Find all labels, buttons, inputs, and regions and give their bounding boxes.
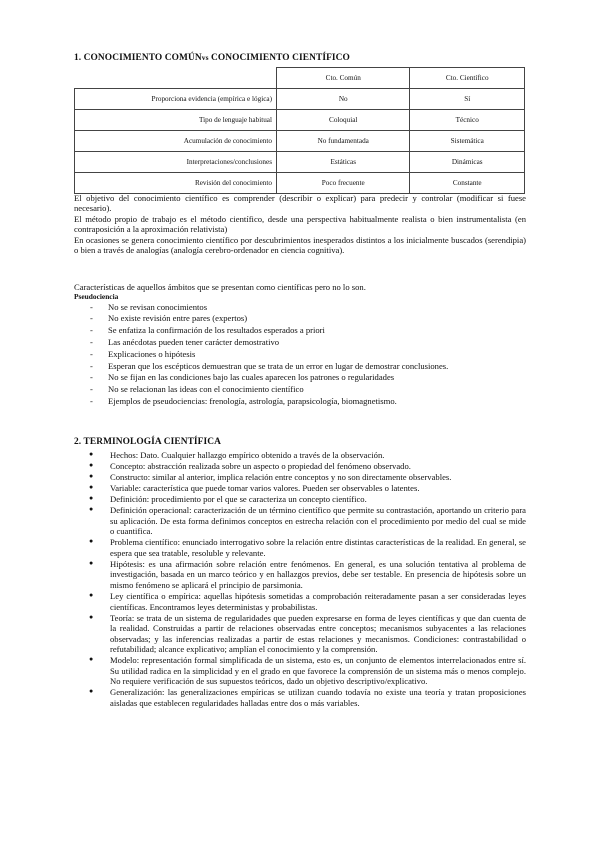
pseudoscience-intro: Características de aquellos ámbitos que se presentan como científicas pero no lo son. [74, 282, 366, 292]
terminology-section [74, 450, 526, 709]
list-item: - No se revisan conocimientos [74, 302, 526, 314]
pseudoscience-label: Pseudociencia [74, 292, 119, 302]
intro-paragraphs [74, 193, 526, 256]
table-row [75, 152, 525, 173]
list-item: ● Teoría: se trata de un sistema de regularidades que pueden expresarse en forma de leyes científicas y que dan cuenta de la realidad. Construidas a partir de relaciones observadas entre conceptos; mecanismos subyacentes a las relaciones observadas; y las inferencias realizadas a partir de estas relaciones y mecanismos. Condiciones: contrastabilidad o refutabilidad; alcance explicativo; amplían el conocimiento y la comprensión. [89, 612, 526, 655]
list-item: ● Ley científica o empírica: aquellas hipótesis sometidas a comprobación reiteradamente pasan a ser consideradas leyes científicas. Encontramos leyes deterministas y probabilistas. [89, 591, 526, 612]
table-row [75, 131, 525, 152]
bullet-icon: ● [89, 655, 94, 664]
table-cell: Dinámicas [410, 152, 525, 173]
bullet-icon: ● [89, 472, 94, 481]
bullet-icon: ● [89, 461, 94, 470]
bullet-icon: ● [89, 687, 94, 696]
terminology-list [74, 450, 526, 708]
pseudoscience-section [74, 282, 526, 408]
bullet-icon: ● [89, 505, 94, 514]
list-item: - Explicaciones o hipótesis [74, 349, 526, 361]
list-item: - Ejemplos de pseudociencias: frenología, astrología, parapsicología, biomagnetismo. [74, 396, 526, 408]
list-item: ● Generalización: las generalizaciones empíricas se utilizan cuando todavía no existe una teoría y tratan proposiciones aisladas que establecen regularidades halladas entre dos o más variables. [89, 687, 526, 708]
list-item: ● Definición: procedimiento por el que se caracteriza un concepto científico. [89, 494, 367, 505]
table-cell: No fundamentada [277, 131, 410, 152]
bullet-icon: ● [89, 591, 94, 600]
list-item: ● Variable: característica que puede tomar varios valores. Pueden ser observables o latentes. [89, 483, 420, 494]
table-row [75, 89, 525, 110]
table-cell: Sistemática [410, 131, 525, 152]
list-item: - No se relacionan las ideas con el conocimiento científico [74, 384, 526, 396]
list-item: ● Hipótesis: es una afirmación sobre relación entre fenómenos. En general, es una solución tentativa al problema de investigación, basada en un marco teórico y en hallazgos previos, debe ser testable. En presencia de hipótesis sobre un mismo fenómeno se aplicará el principio de parsimonia. [89, 559, 526, 590]
table-row-label: Acumulación de conocimiento [75, 131, 277, 152]
bullet-icon: ● [89, 494, 94, 503]
bullet-icon: ● [89, 537, 94, 546]
list-item: ● Modelo: representación formal simplificada de un sistema, esto es, un conjunto de elementos interrelacionados entre sí. Su utilidad radica en la simplicidad y en el grado en que favorece la comprensión de un sistema más o menos complejo. No requiere verificación de sus supuestos teóricos, dado un objetivo descriptivo/explicativo. [89, 655, 526, 687]
table-cell: Sí [410, 89, 525, 110]
table-cell: Constante [410, 173, 525, 194]
list-item: - No existe revisión entre pares (expertos) [74, 313, 526, 325]
bullet-icon: ● [89, 450, 94, 458]
bullet-icon: ● [89, 483, 94, 492]
table-row [75, 173, 525, 194]
list-item: ● Constructo: similar al anterior, implica relación entre conceptos y no son directamente observables. [89, 472, 452, 483]
table-row-label: Tipo de lenguaje habitual [75, 110, 277, 131]
table-header-cell: Cto. Científico [410, 68, 525, 89]
table-header-cell: Cto. Común [277, 68, 410, 89]
table-cell: Poco frecuente [277, 173, 410, 194]
table-header-row [75, 68, 525, 89]
table-row-label: Interpretaciones/conclusiones [75, 152, 277, 173]
table-cell: Técnico [410, 110, 525, 131]
table-row [75, 110, 525, 131]
list-item: ● Definición operacional: caracterización de un término científico que permite su contrastación, aportando un criterio para su aplicación. De esta forma definimos conceptos en estrecha relación con el procedimiento por medio del cual se mide o cuantifica. [89, 505, 526, 537]
paragraph: El objetivo del conocimiento científico es comprender (describir o explicar) para predecir y controlar (modificar si fuese necesario). [74, 193, 526, 214]
table-cell: No [277, 89, 410, 110]
list-item: - Se enfatiza la confirmación de los resultados esperados a priori [74, 325, 526, 337]
section-1-heading: 1. CONOCIMIENTO COMÚNvs CONOCIMIENTO CIENTÍFICO [74, 53, 350, 63]
comparison-table [74, 67, 525, 194]
list-item: ● Hechos: Dato. Cualquier hallazgo empírico obtenido a través de la observación. [89, 450, 385, 460]
list-item: ● Problema científico: enunciado interrogativo sobre la relación entre distintas características de la realidad. En general, se espera que sea tratable, resoluble y relevante. [89, 537, 526, 558]
table-row-label: Proporciona evidencia (empírica e lógica) [75, 89, 277, 110]
paragraph: El método propio de trabajo es el método científico, desde una perspectiva habitualmente realista o bien instrumentalista (en contraposición a la aproximación relativista) [74, 213, 526, 235]
bullet-icon: ● [89, 559, 94, 567]
table-cell: Coloquial [277, 110, 410, 131]
list-item: - Las anécdotas pueden tener carácter demostrativo [74, 337, 526, 349]
table-cell: Estáticas [277, 152, 410, 173]
table-header-cell [75, 68, 277, 89]
list-item: - Esperan que los escépticos demuestran que se trata de un error en lugar de demostrar conclusiones. [74, 361, 526, 373]
pseudoscience-list [74, 302, 526, 408]
table-row-label: Revisión del conocimiento [75, 173, 277, 194]
bullet-icon: ● [89, 612, 94, 621]
list-item: - No se fijan en las condiciones bajo las cuales aparecen los patrones o regularidades [74, 372, 526, 384]
paragraph: En ocasiones se genera conocimiento científico por descubrimientos inesperados distintos a los inicialmente buscados (serendipia) o bien a través de analogías (analogía cerebro-ordenador en ciencia cognitiva). [74, 234, 526, 256]
section-2-heading: 2. TERMINOLOGÍA CIENTÍFICA [74, 437, 221, 447]
list-item: ● Concepto: abstracción realizada sobre un aspecto o propiedad del fenómeno observado. [89, 461, 411, 472]
